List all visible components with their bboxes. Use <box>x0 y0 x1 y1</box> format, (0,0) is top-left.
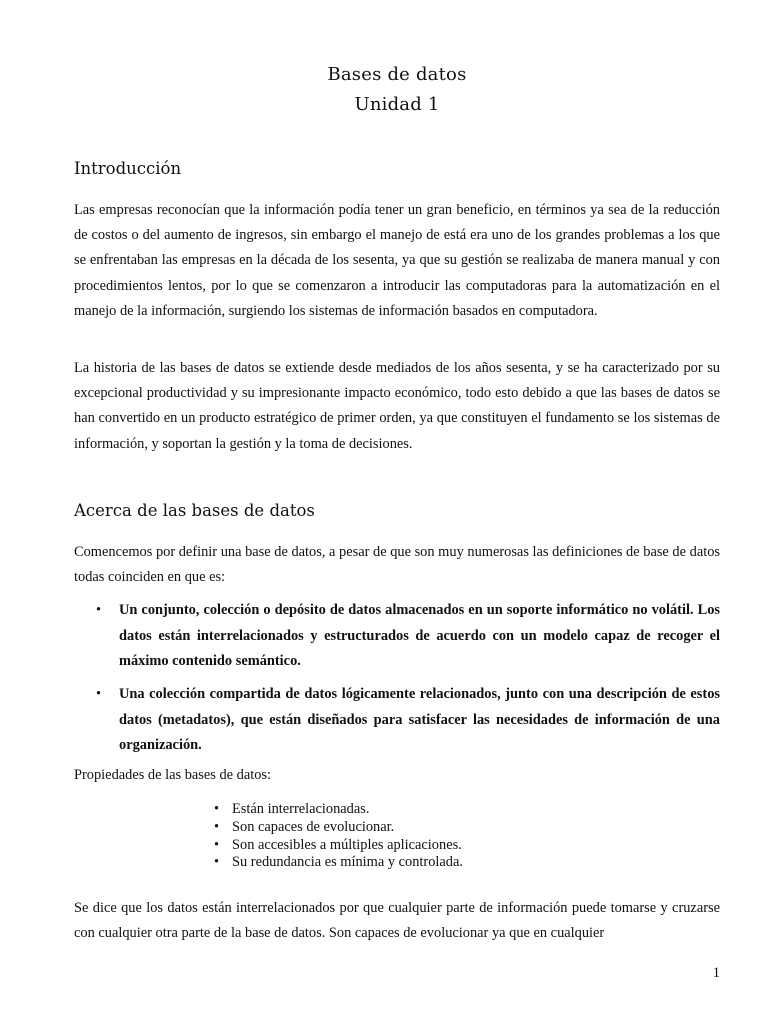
property-text: Son accesibles a múltiples aplicaciones. <box>232 836 462 853</box>
list-item <box>214 801 463 819</box>
definition-list-1 <box>74 598 720 675</box>
section-heading-acerca: Acerca de las bases de datos <box>74 501 315 520</box>
about-paragraph: Comencemos por definir una base de datos, a pesar de que son muy numerosas las definiciones de base de datos todas coinciden en que es: <box>74 544 720 586</box>
intro-paragraph-2: La historia de las bases de datos se extiende desde mediados de los años sesenta, y se ha caracterizado por su excepcional productividad y su impresionante impacto económico, todo esto debido a que las bases de datos se han convertido en un producto estratégico de primer orden, ya que constituyen el fundamento se los sistemas de información, y soportan la gestión y la toma de decisiones. <box>74 360 720 452</box>
definition-text: Un conjunto, colección o depósito de datos almacenados en un soporte informático no volátil. Los datos están interrelacionados y estructurados de acuerdo con un modelo capaz de recoger el máximo contenido semántico. <box>119 602 720 670</box>
bullet-icon: • <box>96 686 102 702</box>
list-item <box>214 854 463 872</box>
document-title: Bases de datos <box>327 64 467 85</box>
list-item <box>214 837 463 855</box>
section-heading-introduccion: Introducción <box>74 159 182 178</box>
bullet-icon: • <box>96 602 102 618</box>
definition-item <box>74 682 720 759</box>
property-text: Están interrelacionadas. <box>232 801 370 817</box>
definition-text: Una colección compartida de datos lógicamente relacionados, junto con una descripción de estos datos (metadatos), que están diseñados para satisfacer las necesidades de información de una organización. <box>119 686 720 754</box>
property-text: Son capaces de evolucionar. <box>232 818 395 835</box>
page-number: 1 <box>712 965 720 981</box>
property-text: Su redundancia es mínima y controlada. <box>232 854 463 871</box>
list-item <box>214 819 463 837</box>
document-subtitle: Unidad 1 <box>354 94 440 115</box>
bullet-icon: • <box>214 818 220 835</box>
closing-paragraph: Se dice que los datos están interrelacionados por que cualquier parte de información puede tomarse y cruzarse con cualquier otra parte de la base de datos. Son capaces de evolucionar ya que en cualquier <box>74 900 720 942</box>
definition-item <box>74 598 720 675</box>
properties-list <box>214 801 463 872</box>
definition-list-2 <box>74 682 720 759</box>
bullet-icon: • <box>214 854 220 871</box>
properties-label: Propiedades de las bases de datos: <box>74 767 272 783</box>
bullet-icon: • <box>214 801 220 817</box>
intro-paragraph-1: Las empresas reconocían que la información podía tener un gran beneficio, en términos ya sea de la reducción de costos o del aumento de ingresos, sin embargo el manejo de está era uno de los grandes problemas a los que se enfrentaban las empresas en la década de los sesenta, ya que su gestión se realizaba de manera manual y con procedimientos lentos, por lo que se comenzaron a introducir las computadoras para la automatización en el manejo de la información, surgiendo los sistemas de información basados en computadora. <box>74 202 720 319</box>
bullet-icon: • <box>214 836 220 853</box>
